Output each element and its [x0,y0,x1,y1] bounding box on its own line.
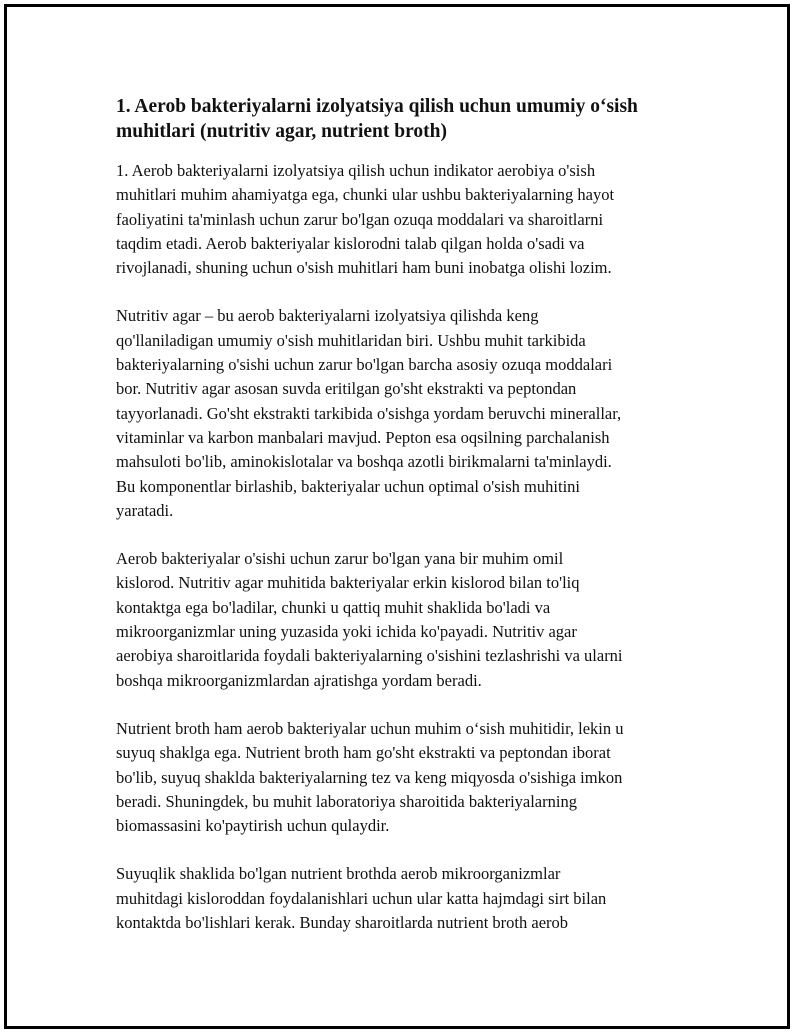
paragraph-intro: 1. Aerob bakteriyalarni izolyatsiya qilish uchun indikator aerobiya o'sish muhitlari muhim ahamiyatga ega, chunki ular ushbu bakteriyalarning hayot faoliyatini ta'minlash uchun zarur bo'lgan ozuqa moddalari va sharoitlarni taqdim etadi. Aerob bakteriyalar kislorodni talab qilgan holda o'sadi va rivojlanadi, shuning uchun o'sish muhitlari ham buni inobatga olishi lozim. [116,161,615,278]
paragraph-oxygen: Aerob bakteriyalar o'sishi uchun zarur bo'lgan yana bir muhim omil kislorod. Nutritiv agar muhitida bakteriyalar erkin kislorod bilan to'liq kontaktga ega bo'ladilar, chunki u qattiq muhit shaklida bo'ladi va mikroorganizmlar uning yuzasida yoki ichida ko'payadi. Nutritiv agar aerobiya sharoitlarida foydali bakteriyalarning o'sishini tezlashrishi va ularni boshqa mikroorganizmlardan ajratishga yordam beradi. [116,549,623,690]
paragraph-nutritive-agar: Nutritiv agar – bu aerob bakteriyalarni izolyatsiya qilishda keng qo'llaniladigan umumiy o'sish muhitlaridan biri. Ushbu muhit tarkibida bakteriyalarning o'sishi uchun zarur bo'lgan barcha asosiy ozuqa moddalari bor. Nutritiv agar asosan suvda eritilgan go'sht ekstrakti va peptondan tayyorlanadi. Go'sht ekstrakti tarkibida o'sishga yordam beruvchi minerallar, vitaminlar va karbon manbalari mavjud. Pepton esa oqsilning parchalanish mahsuloti bo'lib, aminokislotalar va boshqa azotli birikmalarni ta'minlaydi. Bu komponentlar birlashib, bakteriyalar uchun optimal o'sish muhitini yaratadi. [116,306,622,520]
paragraph-liquid-broth: Suyuqlik shaklida bo'lgan nutrient brothda aerob mikroorganizmlar muhitdagi kisloroddan foydalanishlari uchun ular katta hajmdagi sirt bilan kontaktda bo'lishlari kerak. Bunday sharoitlarda nutrient broth aerob [116,864,607,933]
document-body [116,94,696,959]
section-heading: 1. Aerob bakteriyalarni izolyatsiya qilish uchun umumiy o‘sish muhitlari (nutritiv agar, nutrient broth) [116,96,638,142]
paragraph-nutrient-broth: Nutrient broth ham aerob bakteriyalar uchun muhim o‘sish muhitidir, lekin u suyuq shaklga ega. Nutrient broth ham go'sht ekstrakti va peptondan iborat bo'lib, suyuq shaklda bakteriyalarning tez va keng miqyosda o'sishiga imkon beradi. Shuningdek, bu muhit laboratoriya sharoitida bakteriyalarning biomassasini ko'paytirish uchun qulaydir. [116,718,624,836]
